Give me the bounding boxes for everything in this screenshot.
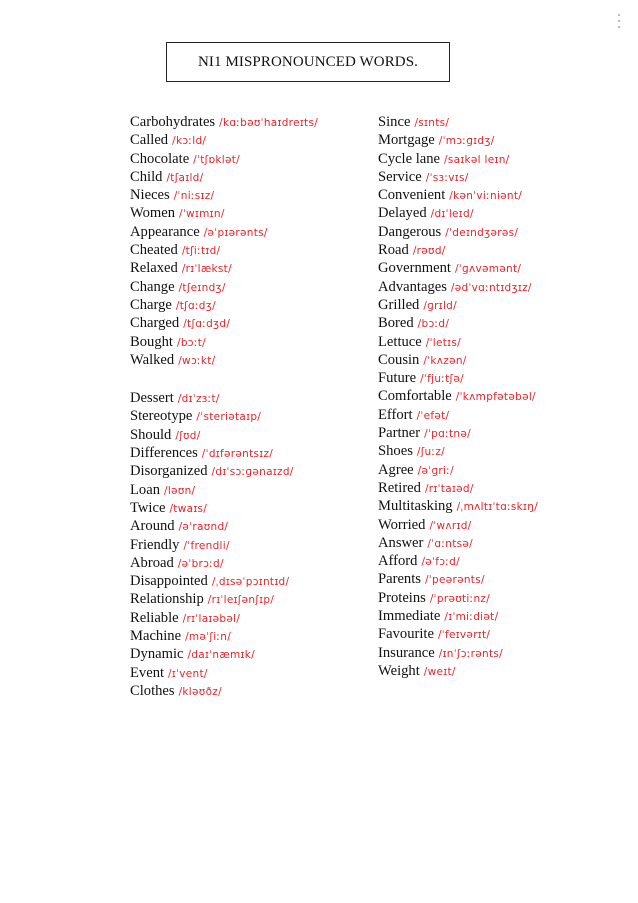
handwritten-pronunciation: /ˌmʌltɪˈtɑːskɪŋ/ — [456, 501, 539, 514]
word-label: Afford — [378, 553, 418, 570]
word-entry — [378, 570, 630, 588]
word-label: Stereotype — [130, 408, 193, 425]
handwritten-pronunciation: /ʃuːz/ — [416, 446, 445, 459]
word-label: Lettuce — [378, 333, 422, 350]
word-entry — [378, 259, 630, 277]
word-entry — [130, 351, 375, 369]
page-title: NI1 MISPRONOUNCED WORDS. — [197, 53, 419, 70]
word-entry — [378, 223, 630, 241]
word-label: Dangerous — [378, 223, 442, 240]
word-entry — [378, 150, 630, 168]
handwritten-pronunciation: /bɔːd/ — [417, 318, 450, 331]
word-label: Road — [378, 242, 409, 259]
word-label: Called — [130, 132, 169, 149]
handwritten-pronunciation: /ˈefət/ — [416, 409, 450, 422]
word-entry — [130, 223, 375, 241]
handwritten-pronunciation: /ˈwʌrɪd/ — [429, 519, 472, 532]
word-entry — [378, 662, 630, 680]
word-label: Should — [130, 426, 172, 443]
word-label: Insurance — [378, 644, 435, 661]
word-label: Favourite — [378, 626, 434, 643]
word-label: Event — [130, 664, 165, 681]
handwritten-pronunciation: /ˈsɜːvɪs/ — [425, 171, 469, 184]
word-label: Convenient — [378, 187, 446, 204]
handwritten-pronunciation: /rɪˈtaɪəd/ — [424, 482, 474, 495]
word-entry — [378, 516, 630, 534]
word-label: Reliable — [130, 609, 179, 626]
word-label: Charged — [130, 315, 180, 332]
word-label: Change — [130, 278, 175, 295]
word-entry — [130, 314, 375, 332]
word-label: Relaxed — [130, 260, 178, 277]
word-entry — [378, 168, 630, 186]
handwritten-pronunciation: /tʃɑːdʒd/ — [183, 318, 231, 331]
word-label: Nieces — [130, 187, 170, 204]
word-label: Weight — [378, 662, 420, 679]
word-label: Parents — [378, 571, 421, 588]
word-label: Partner — [378, 425, 421, 442]
section-gap — [130, 369, 375, 389]
word-entry — [130, 481, 375, 499]
handwritten-pronunciation: /tʃɑːdʒ/ — [175, 299, 216, 312]
word-label: Mortgage — [378, 132, 435, 149]
word-entry — [378, 333, 630, 351]
handwritten-pronunciation: /kənˈviːniənt/ — [449, 190, 523, 203]
word-entry — [130, 664, 375, 682]
handwritten-pronunciation: /kɑːbəʊˈhaɪdreɪts/ — [219, 117, 319, 129]
word-entry — [130, 645, 375, 663]
handwritten-pronunciation: /ˈɡʌvəmənt/ — [454, 263, 522, 276]
handwritten-pronunciation: /twaɪs/ — [169, 502, 208, 515]
word-label: Friendly — [130, 536, 180, 553]
word-entry — [130, 296, 375, 314]
word-entry — [130, 389, 375, 407]
handwritten-pronunciation: /ˈsteriətaɪp/ — [196, 411, 262, 424]
handwritten-pronunciation: /rəʊd/ — [412, 245, 446, 258]
word-label: Relationship — [130, 591, 204, 608]
word-entry — [130, 131, 375, 149]
word-entry — [378, 113, 630, 131]
handwritten-pronunciation: /ˈtʃɒklət/ — [193, 153, 241, 166]
word-label: Immediate — [378, 608, 441, 625]
word-entry — [130, 682, 375, 700]
word-entry — [130, 499, 375, 517]
handwritten-pronunciation: /əˈraʊnd/ — [178, 521, 229, 534]
word-entry — [130, 333, 375, 351]
word-label: Bought — [130, 333, 173, 350]
right-word-column — [378, 113, 630, 680]
handwritten-pronunciation: /ˈdeɪndʒərəs/ — [445, 226, 519, 239]
word-label: Appearance — [130, 223, 200, 240]
word-entry — [378, 479, 630, 497]
handwritten-pronunciation: /tʃeɪndʒ/ — [178, 281, 226, 294]
word-entry — [378, 552, 630, 570]
word-entry — [378, 461, 630, 479]
word-entry — [378, 387, 630, 405]
handwritten-pronunciation: /bɔːt/ — [176, 336, 206, 349]
word-label: Abroad — [130, 554, 174, 571]
word-label: Multitasking — [378, 498, 453, 515]
handwritten-pronunciation: /dɪˈzɜːt/ — [177, 393, 220, 406]
handwritten-pronunciation: /daɪˈnæmɪk/ — [187, 649, 255, 662]
word-label: Twice — [130, 499, 166, 516]
word-entry — [378, 296, 630, 314]
word-entry — [378, 186, 630, 204]
word-entry — [378, 644, 630, 662]
handwritten-pronunciation: /ˈmɔːɡɪdʒ/ — [438, 135, 495, 148]
word-label: Walked — [130, 351, 175, 368]
handwritten-pronunciation: /ˈɑːntsə/ — [427, 537, 473, 550]
word-label: Service — [378, 168, 422, 185]
handwritten-pronunciation: /ləʊn/ — [164, 484, 196, 497]
word-label: Answer — [378, 534, 424, 551]
word-label: Cousin — [378, 351, 420, 368]
word-label: Comfortable — [378, 388, 452, 405]
handwritten-pronunciation: /ˈfjuːtʃə/ — [420, 373, 464, 386]
handwritten-pronunciation: /ədˈvɑːntɪdʒɪz/ — [450, 281, 532, 294]
handwritten-pronunciation: /ˈkʌzən/ — [423, 354, 467, 367]
word-entry — [130, 186, 375, 204]
word-label: Around — [130, 518, 175, 535]
word-entry — [130, 113, 375, 131]
handwritten-pronunciation: /əˈbrɔːd/ — [177, 557, 224, 570]
word-label: Worried — [378, 516, 426, 533]
word-entry — [130, 572, 375, 590]
word-label: Loan — [130, 481, 160, 498]
word-label: Delayed — [378, 205, 427, 222]
word-label: Since — [378, 114, 411, 130]
word-label: Charge — [130, 296, 172, 313]
word-label: Differences — [130, 445, 198, 462]
handwritten-pronunciation: /ɪnˈʃɔːrənts/ — [438, 647, 504, 660]
word-entry — [130, 426, 375, 444]
word-label: Shoes — [378, 443, 413, 460]
word-label: Disappointed — [130, 573, 208, 590]
handwritten-pronunciation: /ʃʊd/ — [175, 429, 201, 442]
word-entry — [130, 278, 375, 296]
word-entry — [378, 442, 630, 460]
handwritten-pronunciation: /rɪˈlaɪəbəl/ — [182, 612, 241, 625]
handwritten-pronunciation: /ɪˈvent/ — [168, 667, 208, 680]
word-label: Effort — [378, 406, 413, 423]
handwritten-pronunciation: /weɪt/ — [423, 665, 456, 678]
margin-scan-mark — [618, 14, 621, 36]
word-entry — [378, 534, 630, 552]
handwritten-pronunciation: /saɪkəl leɪn/ — [444, 153, 510, 166]
word-entry — [130, 517, 375, 535]
word-entry — [378, 589, 630, 607]
handwritten-pronunciation: /ɪˈmiːdiət/ — [444, 611, 499, 624]
handwritten-pronunciation: /tʃaɪld/ — [166, 171, 204, 184]
word-label: Government — [378, 260, 451, 277]
handwritten-pronunciation: /rɪˈleɪʃənʃɪp/ — [207, 594, 275, 607]
word-entry — [378, 351, 630, 369]
word-entry — [130, 259, 375, 277]
handwritten-pronunciation: /ˈletɪs/ — [425, 336, 461, 349]
handwritten-pronunciation: /əˈpɪərənts/ — [203, 226, 268, 239]
word-label: Clothes — [130, 682, 175, 699]
word-label: Retired — [378, 479, 421, 496]
word-entry — [378, 424, 630, 442]
word-entry — [378, 131, 630, 149]
word-label: Proteins — [378, 589, 426, 606]
handwritten-pronunciation: /dɪˈleɪd/ — [430, 208, 474, 221]
word-label: Child — [130, 168, 163, 185]
handwritten-pronunciation: /ˌdɪsəˈpɔɪntɪd/ — [211, 576, 290, 589]
word-label: Machine — [130, 628, 182, 645]
handwritten-pronunciation: /ˈdɪfərəntsɪz/ — [201, 448, 274, 461]
word-entry — [130, 168, 375, 186]
word-label: Dessert — [130, 390, 174, 407]
word-entry — [130, 462, 375, 480]
word-entry — [130, 444, 375, 462]
handwritten-pronunciation: /kɔːld/ — [172, 135, 207, 148]
word-label: Disorganized — [130, 463, 208, 480]
word-label: Cycle lane — [378, 150, 440, 167]
word-entry — [130, 554, 375, 572]
word-entry — [378, 369, 630, 387]
left-word-column — [130, 113, 375, 700]
word-entry — [378, 607, 630, 625]
handwritten-pronunciation: /dɪˈsɔːɡənaɪzd/ — [211, 466, 294, 479]
word-label: Cheated — [130, 242, 178, 259]
handwritten-pronunciation: /kləʊðz/ — [178, 685, 222, 698]
word-label: Carbohydrates — [130, 114, 216, 130]
handwritten-pronunciation: /əˈfɔːd/ — [421, 556, 460, 569]
handwritten-pronunciation: /əˈɡriː/ — [417, 464, 454, 477]
word-entry — [130, 627, 375, 645]
word-entry — [378, 406, 630, 424]
word-entry — [130, 590, 375, 608]
handwritten-pronunciation: /tʃiːtɪd/ — [181, 245, 221, 258]
word-entry — [130, 241, 375, 259]
handwritten-pronunciation: /rɪˈlækst/ — [181, 263, 232, 276]
word-label: Chocolate — [130, 150, 190, 167]
word-entry — [130, 536, 375, 554]
word-entry — [378, 204, 630, 222]
handwritten-pronunciation: /ˈniːsɪz/ — [173, 190, 215, 203]
handwritten-pronunciation: /ˈkʌmpfətəbəl/ — [455, 391, 536, 404]
handwritten-pronunciation: /ˈfeɪvərɪt/ — [437, 629, 491, 642]
word-label: Bored — [378, 315, 414, 332]
title-box — [166, 42, 450, 82]
word-entry — [378, 314, 630, 332]
handwritten-pronunciation: /wɔːkt/ — [178, 354, 216, 367]
word-label: Advantages — [378, 278, 447, 295]
word-label: Dynamic — [130, 646, 184, 663]
handwritten-pronunciation: /ɡrɪld/ — [423, 299, 457, 312]
handwritten-pronunciation: /ˈfrendli/ — [183, 539, 230, 552]
word-entry — [378, 241, 630, 259]
word-entry — [130, 407, 375, 425]
word-entry — [130, 150, 375, 168]
handwritten-pronunciation: /ˈwɪmɪn/ — [179, 208, 225, 221]
word-label: Grilled — [378, 296, 420, 313]
handwritten-pronunciation: /sɪnts/ — [414, 117, 450, 129]
word-label: Women — [130, 205, 176, 222]
handwritten-pronunciation: /məˈʃiːn/ — [185, 631, 232, 644]
word-entry — [130, 609, 375, 627]
word-entry — [378, 278, 630, 296]
handwritten-pronunciation: /ˈprəʊtiːnz/ — [429, 592, 491, 605]
word-label: Agree — [378, 461, 414, 478]
handwritten-pronunciation: /ˈpɑːtnə/ — [424, 428, 471, 441]
word-label: Future — [378, 370, 417, 387]
handwritten-pronunciation: /ˈpeərənts/ — [424, 574, 485, 587]
word-entry — [130, 204, 375, 222]
word-entry — [378, 625, 630, 643]
word-entry — [378, 497, 630, 515]
